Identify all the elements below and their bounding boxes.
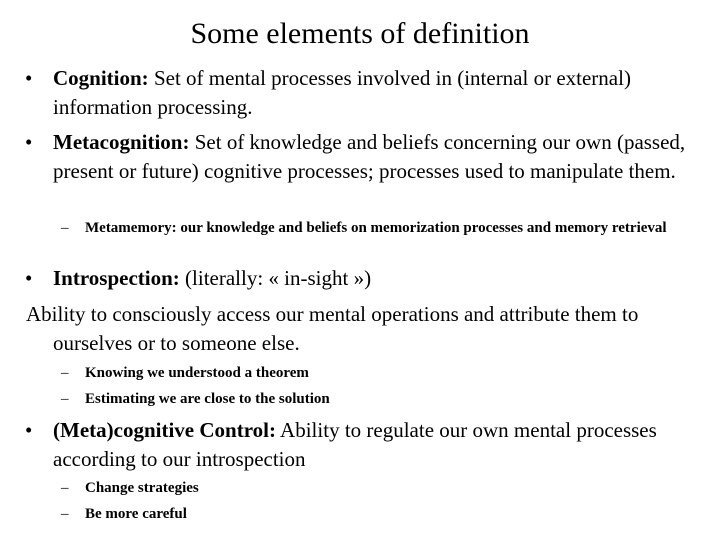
bullet-text: Ability to regulate our own mental processes according to our introspection (53, 418, 657, 471)
slide-title: Some elements of definition (190, 17, 530, 50)
dash-icon: – (61, 506, 69, 522)
subbullet-text: Change strategies (85, 480, 199, 496)
subbullet-text: Be more careful (85, 506, 187, 522)
bullet-term: Introspection: (53, 266, 180, 290)
bullet-text: (literally: « in-sight ») (179, 266, 372, 290)
bullet-text: Set of knowledge and beliefs concerning our own (passed, present or future) cognitive processes; processes used to manipulate them. (53, 130, 686, 183)
dash-icon: – (61, 220, 69, 236)
bullet-icon: • (25, 266, 33, 290)
subbullet-metamemory (61, 218, 685, 238)
bullet-term: Metacognition: (53, 130, 190, 154)
bullet-term: (Meta)cognitive Control: (53, 418, 276, 442)
bullet-term: Cognition: (53, 66, 149, 90)
dash-icon: – (61, 391, 69, 407)
subbullet-text: Estimating we are close to the solution (85, 391, 330, 407)
subbullet-be-careful (61, 504, 685, 524)
bullet-metacognitive-control (25, 416, 693, 474)
subbullet-knowing (61, 363, 685, 383)
bullet-icon: • (25, 418, 33, 442)
bullet-icon: • (25, 66, 33, 90)
subbullet-text: Knowing we understood a theorem (85, 365, 309, 381)
subbullet-change-strategies (61, 478, 685, 498)
subbullet-estimating (61, 389, 685, 409)
subbullet-text: Metamemory: our knowledge and beliefs on memorization processes and memory retrieval (85, 220, 667, 236)
bullet-icon: • (25, 130, 33, 154)
bullet-introspection (25, 264, 693, 293)
bullet-cognition (25, 64, 693, 122)
dash-icon: – (61, 480, 69, 496)
bullet-metacognition (25, 128, 693, 186)
dash-icon: – (61, 365, 69, 381)
introspection-definition: Ability to consciously access our mental operations and attribute them to ourselves or to someone else. (26, 302, 639, 355)
bullet-text: Set of mental processes involved in (internal or external) information processing. (53, 66, 631, 119)
